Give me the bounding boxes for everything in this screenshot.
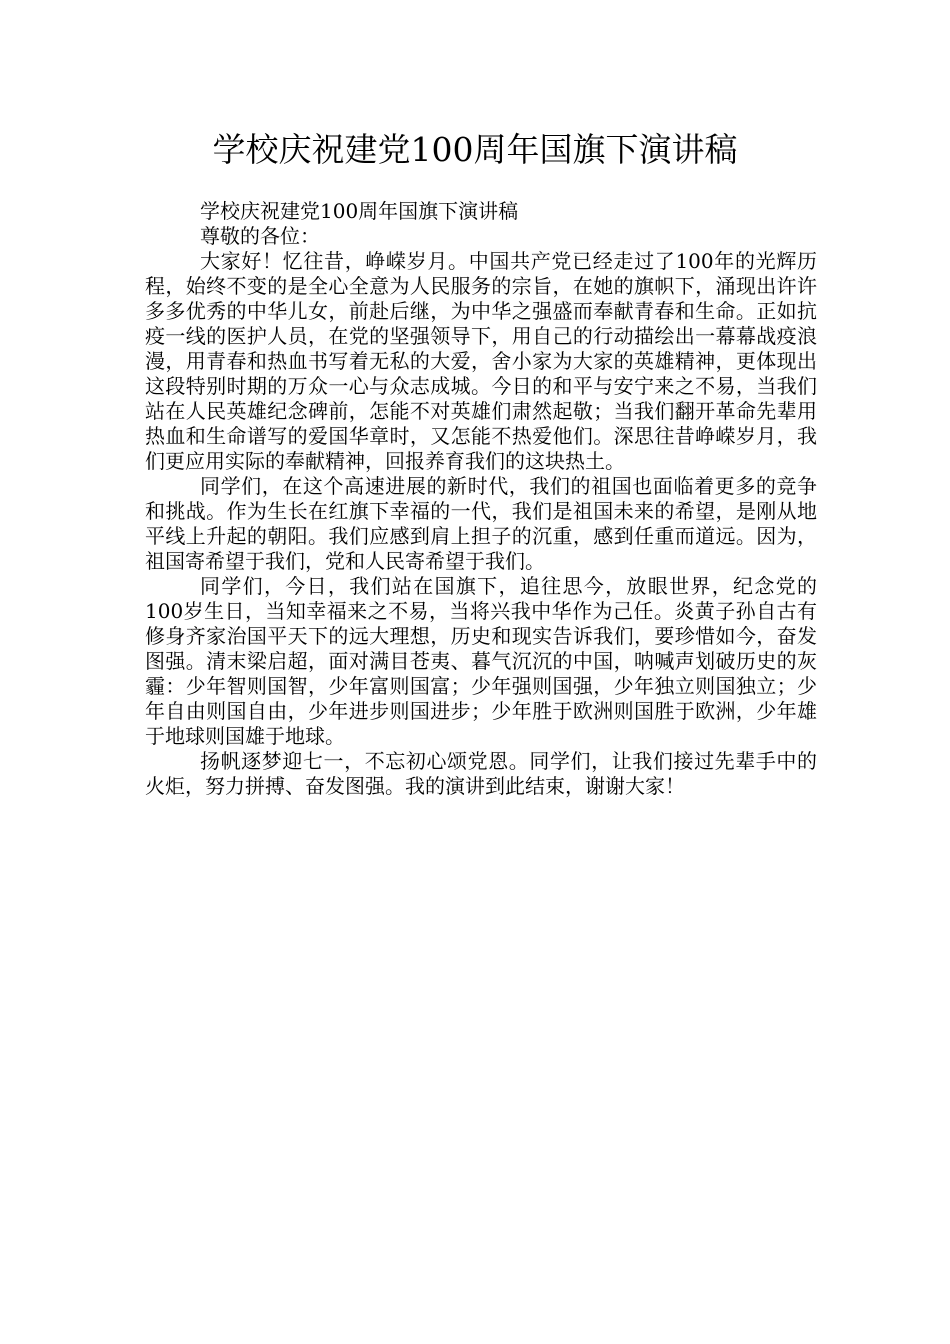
- paragraph-body: 同学们，今日，我们站在国旗下，追往思今，放眼世界，纪念党的100岁生日，当知幸福来之不易，当将兴我中华作为己任。炎黄子孙自古有修身齐家治国平天下的远大理想，历史和现实告诉我们，要珍惜如今，奋发图强。清末梁启超，面对满目苍夷、暮气沉沉的中国，呐喊声划破历史的灰霾：少年智则国智，少年富则国富；少年强则国强，少年独立则国独立；少年自由则国自由，少年进步则国进步；少年胜于欧洲则国胜于欧洲，少年雄于地球则国雄于地球。: [145, 574, 817, 748]
- paragraph-salutation: 尊敬的各位：: [200, 224, 320, 248]
- paragraph-body: 大家好！忆往昔，峥嵘岁月。中国共产党已经走过了100年的光辉历程，始终不变的是全心全意为人民服务的宗旨，在她的旗帜下，涌现出许许多多优秀的中华儿女，前赴后继，为中华之强盛而奉献青春和生命。正如抗疫一线的医护人员，在党的坚强领导下，用自己的行动描绘出一幕幕战疫浪漫，用青春和热血书写着无私的大爱，舍小家为大家的英雄精神，更体现出这段特别时期的万众一心与众志成城。今日的和平与安宁来之不易，当我们站在人民英雄纪念碑前，怎能不对英雄们肃然起敬；当我们翻开革命先辈用热血和生命谱写的爱国华章时，又怎能不热爱他们。深思往昔峥嵘岁月，我们更应用实际的奉献精神，回报养育我们的这块热土。: [145, 249, 817, 473]
- document-body: [145, 199, 817, 799]
- document-title: 学校庆祝建党100周年国旗下演讲稿: [212, 130, 738, 169]
- paragraph-closing: 扬帆逐梦迎七一，不忘初心颂党恩。同学们，让我们接过先辈手中的火炬，努力拼搏、奋发图强。我的演讲到此结束，谢谢大家！: [145, 749, 817, 798]
- paragraph-subtitle: 学校庆祝建党100周年国旗下演讲稿: [200, 199, 519, 223]
- paragraph-body: 同学们，在这个高速进展的新时代，我们的祖国也面临着更多的竞争和挑战。作为生长在红旗下幸福的一代，我们是祖国未来的希望，是刚从地平线上升起的朝阳。我们应感到肩上担子的沉重，感到任重而道远。因为，祖国寄希望于我们，党和人民寄希望于我们。: [145, 474, 817, 573]
